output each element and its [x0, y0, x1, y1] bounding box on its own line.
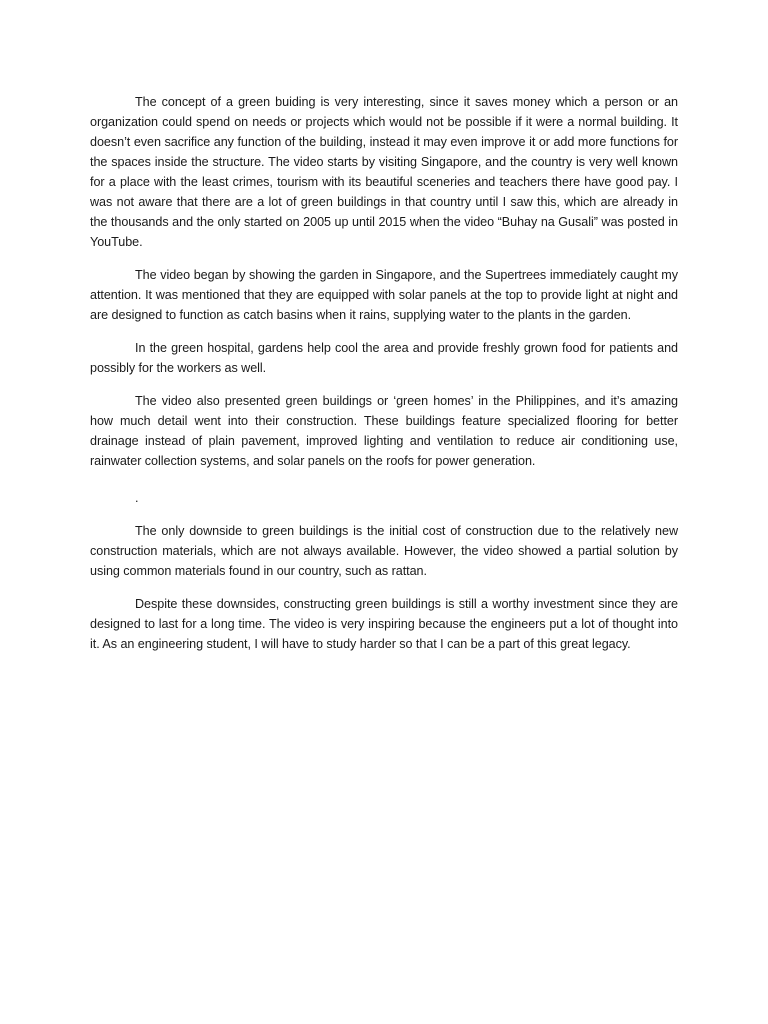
paragraph-intro: The concept of a green buiding is very interesting, since it saves money which a person or an organization could spend on needs or projects which would not be possible if it were a normal building. It doesn’t even sacrifice any function of the building, instead it may even improve it or add more functions for the spaces inside the structure. The video starts by visiting Singapore, and the country is very well known for a place with the least crimes, tourism with its beautiful sceneries and teachers there have good pay. I was not aware that there are a lot of green buildings in that country until I saw this, which are already in the thousands and the only started on 2005 up until 2015 when the video “Buhay na Gusali” was posted in YouTube.	[90, 95, 678, 249]
document-body	[90, 92, 678, 667]
paragraph-downside: The only downside to green buildings is the initial cost of construction due to the relatively new construction materials, which are not always available. However, the video showed a partial solution by using common materials found in our country, such as rattan.	[90, 524, 678, 578]
paragraph-supertrees: The video began by showing the garden in Singapore, and the Supertrees immediately caught my attention. It was mentioned that they are equipped with solar panels at the top to provide light at night and are designed to function as catch basins when it rains, supplying water to the plants in the garden.	[90, 268, 678, 322]
paragraph-green-hospital: In the green hospital, gardens help cool the area and provide freshly grown food for patients and possibly for the workers as well.	[90, 341, 678, 375]
paragraph-conclusion: Despite these downsides, constructing green buildings is still a worthy investment since they are designed to last for a long time. The video is very inspiring because the engineers put a lot of thought into it. As an engineering student, I will have to study harder so that I can be a part of this great legacy.	[90, 597, 678, 651]
paragraph-green-homes: The video also presented green buildings or ‘green homes’ in the Philippines, and it’s amazing how much detail went into their construction. These buildings feature specialized flooring for better drainage instead of plain pavement, improved lighting and ventilation to reduce air conditioning use, rainwater collection systems, and solar panels on the roofs for power generation.	[90, 394, 678, 468]
paragraph-stray-period: .	[135, 491, 139, 505]
